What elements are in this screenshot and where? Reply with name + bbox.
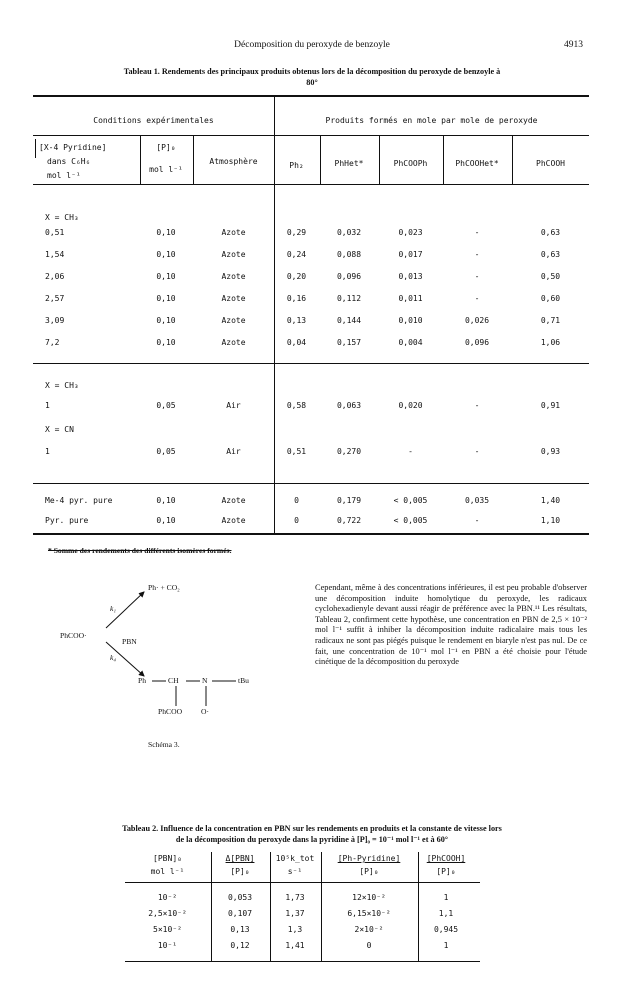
table2-row-cell: 1 [443, 893, 449, 902]
table2-row-cell: 2×10⁻² [354, 925, 384, 934]
table1-row-cell: Azote [221, 294, 246, 303]
table1-row-cell: Azote [221, 516, 246, 525]
scheme-label: Schéma 3. [148, 740, 180, 749]
table1-section2-rule [33, 483, 589, 484]
table1-row-cell: 0,013 [398, 272, 423, 281]
table2-h4-line2: [P]₀ [359, 867, 379, 876]
table1-row-cell: 0,088 [336, 250, 362, 259]
table1-row-cell: 0,144 [336, 316, 362, 325]
table1-row-cell: 0,13 [286, 316, 307, 325]
table1-row-cell: 0,63 [540, 228, 561, 237]
table1-row-cell: 0,010 [398, 316, 423, 325]
table1-row-cell: 0,722 [336, 516, 362, 525]
scheme-k4: k₄ [110, 653, 117, 662]
table2-row-cell: 10⁻¹ [157, 941, 178, 950]
table1-row-cell: 2,57 [45, 294, 65, 303]
table1-row-cell: 0,93 [540, 447, 561, 456]
table1-row-cell: 0,10 [156, 338, 176, 347]
table1-section2-label-b: X = CN [45, 425, 74, 434]
table1-row-cell: 7,2 [45, 338, 60, 347]
table1-row-cell: 0,020 [398, 401, 423, 410]
table1-row-cell: 0,16 [286, 294, 307, 303]
table1-row-cell: 0,032 [336, 228, 362, 237]
table1-row-cell: 0,10 [156, 496, 176, 505]
scheme-reactant: PhCOO· [60, 631, 87, 640]
scheme-pbn: PBN [122, 637, 137, 646]
page-number: 4913 [564, 40, 583, 50]
scheme-3 [60, 580, 300, 780]
table1-row-cell: - [474, 294, 480, 303]
table2-row-cell: 1,3 [287, 925, 303, 934]
scheme-adduct-o: O· [201, 707, 210, 716]
table2-row-cell: 1,73 [285, 893, 305, 902]
table1-top-rule [33, 95, 589, 97]
table2-row-cell: 5×10⁻² [153, 925, 182, 934]
table1-row-cell: 0,10 [156, 228, 176, 237]
table1-row-cell: 0,017 [398, 250, 423, 259]
table2-row-cell: 0,945 [433, 925, 459, 934]
table1-row-cell: Azote [221, 228, 246, 237]
table2-row-cell: 12×10⁻² [352, 893, 386, 902]
table1-row-cell: 1,54 [45, 250, 65, 259]
scheme-product-top: Ph· + CO₂ [148, 583, 180, 592]
scheme-adduct-ch: CH [168, 676, 179, 685]
table1-row-cell: 0,10 [156, 294, 176, 303]
table1-row-cell: - [408, 447, 413, 456]
table1-row-cell: 1,40 [540, 496, 561, 505]
table2-row-cell: 2,5×10⁻² [148, 909, 187, 918]
scheme-adduct-phcoo: PhCOO [158, 707, 183, 716]
table1-row-cell: 0,29 [286, 228, 307, 237]
table1-row-cell: 0 [294, 496, 299, 505]
table2-row-cell: 10⁻² [157, 893, 178, 902]
table1-row-cell: Azote [221, 316, 246, 325]
table1-row-cell: 0,24 [286, 250, 307, 259]
table1-row-cell: 0,20 [286, 272, 307, 281]
scheme-adduct-tbu: tBu [238, 676, 249, 685]
table1-row-cell: 0,51 [45, 228, 65, 237]
table1-row-cell: 0,023 [398, 228, 423, 237]
table1-col3-header: Atmosphère [209, 157, 258, 166]
table1-row-cell: 0,05 [156, 401, 176, 410]
table1-row-cell: 0,179 [336, 496, 362, 505]
table1-row-cell: 0,71 [540, 316, 561, 325]
table2-row-cell: 0 [366, 941, 372, 950]
table1-col5-header: PhHet* [334, 159, 364, 168]
table2-row-cell: 0,12 [230, 941, 250, 950]
scheme-adduct-ph: Ph [138, 676, 147, 685]
table1-row-cell: - [474, 516, 480, 525]
table1-row-cell: 0,096 [336, 272, 362, 281]
table1-row-cell: 0,04 [286, 338, 307, 347]
table1 [33, 95, 589, 535]
table1-row-cell: 0,10 [156, 316, 176, 325]
table1-row-cell: 0,58 [286, 401, 307, 410]
scheme-arrows [60, 580, 300, 780]
table1-section1-label: X = CH₃ [45, 213, 79, 222]
table1-col6-header: PhCOOPh [393, 159, 428, 168]
table2-row-cell: 0,13 [230, 925, 250, 934]
table1-row-cell: 0,50 [540, 272, 561, 281]
table2-h3-line1: 10⁵k_tot [275, 854, 315, 863]
table1-row-cell: 1 [45, 447, 50, 456]
table1-col2-header-line1: [P]₀ [156, 143, 176, 152]
table2-caption-line2: de la décomposition du peroxyde dans la pyridine à [P]₀ = 10⁻¹ mol l⁻¹ et à 60° [175, 835, 449, 844]
table1-row-cell: < 0,005 [393, 496, 428, 505]
table2-row-cell: 1,37 [285, 909, 305, 918]
table1-row-cell: Azote [221, 272, 246, 281]
table2-h2-line1: Δ[PBN] [225, 854, 255, 863]
table1-row-cell: Air [226, 447, 241, 456]
table1-row-cell: 0,51 [286, 447, 307, 456]
table1-group-left-header: Conditions expérimentales [93, 116, 214, 125]
table1-row-cell: - [474, 228, 480, 237]
table1-row-cell: Azote [221, 250, 246, 259]
table1-row-cell: 0,096 [464, 338, 490, 347]
table2-row-cell: 1 [443, 941, 449, 950]
table2-row-cell: 6,15×10⁻² [347, 909, 391, 918]
table1-row-cell: 0 [294, 516, 299, 525]
table2-caption-line1: Tableau 2. Influence de la concentration en PBN sur les rendements en produits et la constante de vitesse lors [122, 824, 502, 833]
running-title: Décomposition du peroxyde de benzoyle [234, 40, 390, 50]
table1-caption-line1: Tableau 1. Rendements des principaux produits obtenus lors de la décomposition du peroxyde de benzoyle à [123, 67, 501, 76]
table1-row-cell: Air [226, 401, 241, 410]
table1-group-right-header: Produits formés en mole par mole de peroxyde [325, 116, 538, 125]
table2-h1-line1: [PBN]₀ [153, 854, 182, 863]
table1-row-cell: < 0,005 [393, 516, 428, 525]
scheme-adduct-n: N [202, 676, 208, 685]
table1-col8-header: PhCOOH [536, 159, 565, 168]
table2-row-cell: 1,1 [438, 909, 454, 918]
table1-col1-header-line3: mol l⁻¹ [47, 171, 81, 180]
table1-row-cell: 1,06 [540, 338, 561, 347]
table1-row-cell: - [474, 272, 480, 281]
table1-row-cell: 0,10 [156, 272, 176, 281]
table1-section1-rule [33, 363, 589, 364]
table1-row-cell: 0,112 [336, 294, 362, 303]
table1-row-cell: 0,05 [156, 447, 176, 456]
table2-row-cell: 0,107 [227, 909, 253, 918]
table1-row-cell: 0,011 [398, 294, 423, 303]
table1-group-rule [33, 135, 589, 136]
table1-row-cell: - [474, 401, 480, 410]
table1-row-cell: 0,157 [336, 338, 362, 347]
table1-row-cell: 0,10 [156, 516, 176, 525]
table1-row-cell: 0,63 [540, 250, 561, 259]
table1-col7-header: PhCOOHet* [455, 159, 499, 168]
table1-section2-label-a: X = CH₃ [45, 381, 79, 390]
table2-h2-line2: [P]₀ [230, 867, 250, 876]
table1-row-cell: Pyr. pure [45, 516, 89, 525]
table1-row-cell: 1,10 [540, 516, 561, 525]
table1-row-cell: 0,004 [398, 338, 423, 347]
table1-col1-header-line2: dans C₆H₆ [47, 157, 91, 166]
table2 [125, 852, 565, 962]
table2-h5-line2: [P]₀ [436, 867, 456, 876]
body-paragraph: Cependant, même à des concentrations inférieures, il est peu probable d'observer une décomposition induite homolytique du peroxyde, les radicaux cyclohexadienyle devant aussi réagir de préférence avec la PBN.¹¹ Les résultats, Tableau 2, confirment cette hypothèse, une concentration en PBN de 2,5 × 10⁻² mol l⁻¹ suffit à inhiber la décomposition induite radicalaire mais tous les radicaux ne sont pas piégés puisque le rendement en biaryle n'est pas nul. De ce fait, une concentration de 10⁻¹ mol l⁻¹ en PBN a été choisie pour l'étude cinétique de la décomposition du peroxyde [315, 583, 587, 667]
table2-h4-line1: [Ph-Pyridine] [337, 854, 401, 863]
table1-bottom-rule [33, 533, 589, 535]
table1-row-cell: 0,10 [156, 250, 176, 259]
table1-col2-header-line2: mol l⁻¹ [149, 165, 183, 174]
table1-row-cell: - [474, 250, 480, 259]
table1-row-cell: 1 [45, 401, 50, 410]
table2-header-rule [125, 882, 480, 883]
table1-col4-header: Ph₂ [289, 161, 304, 170]
table1-row-cell: Azote [221, 496, 246, 505]
table1-row-cell: 0,60 [540, 294, 561, 303]
table2-h1-line2: mol l⁻¹ [150, 867, 185, 876]
table1-col1-header-line1: [X-4 Pyridine] [39, 143, 107, 152]
table1-row-cell: Me-4 pyr. pure [45, 496, 113, 505]
table1-row-cell: 0,035 [464, 496, 490, 505]
table1-row-cell: - [474, 447, 480, 456]
table1-caption-line2: 80° [306, 78, 318, 87]
table1-row-cell: 0,91 [540, 401, 561, 410]
table1-header-rule [33, 184, 589, 185]
table2-bottom-rule [125, 961, 480, 962]
table2-h5-line1: [PhCOOH] [426, 854, 466, 863]
bracket-left-mark [35, 139, 36, 158]
table2-row-cell: 1,41 [285, 941, 305, 950]
scheme-k1: k₁ [110, 604, 117, 613]
table1-row-cell: 3,09 [45, 316, 65, 325]
table2-row-cell: 0,053 [227, 893, 253, 902]
table1-row-cell: Azote [221, 338, 246, 347]
table1-row-cell: 0,270 [336, 447, 362, 456]
table1-row-cell: 2,06 [45, 272, 65, 281]
table1-footnote: * Somme des rendements des différents isomères formés. [48, 546, 232, 555]
table1-row-cell: 0,063 [336, 401, 362, 410]
table1-row-cell: 0,026 [464, 316, 490, 325]
table2-h3-line2: s⁻¹ [287, 867, 303, 876]
